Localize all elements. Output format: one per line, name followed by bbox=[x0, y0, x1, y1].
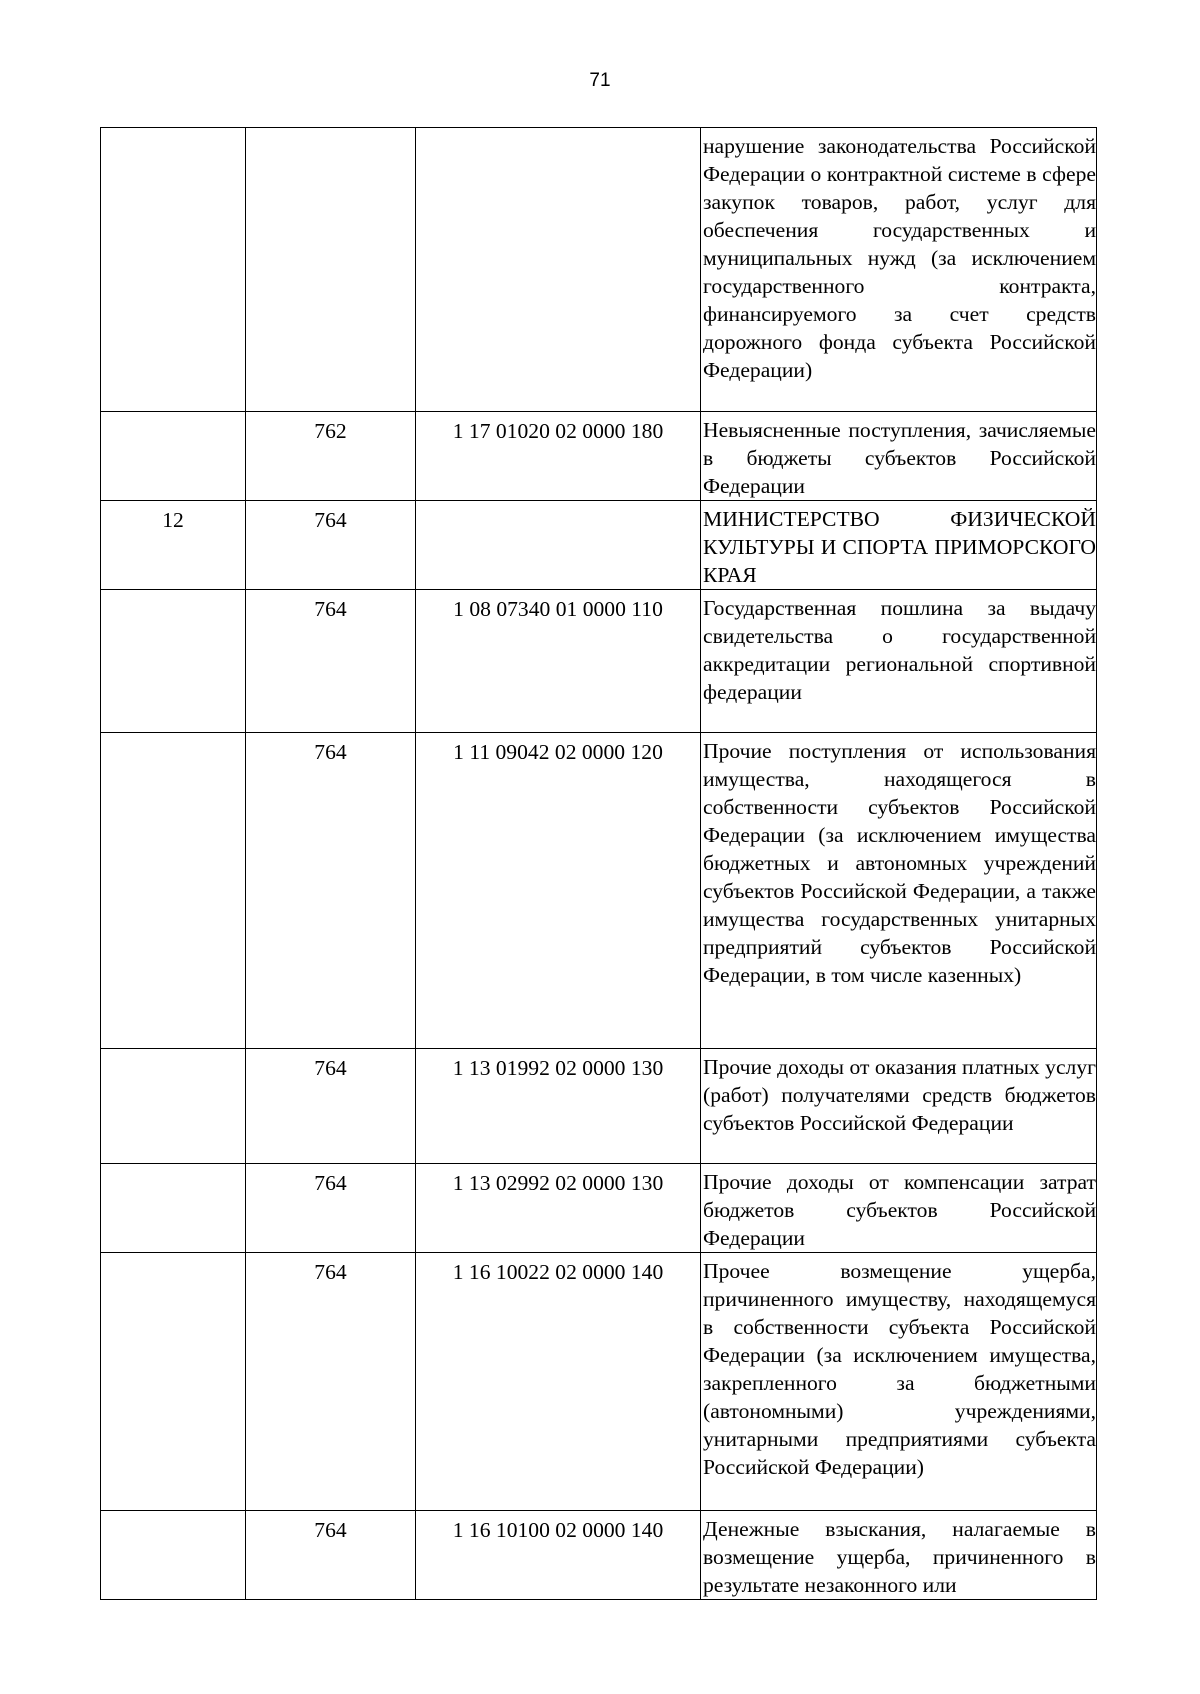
table-row bbox=[101, 501, 1097, 590]
budget-revenue-table bbox=[100, 127, 1097, 1600]
description-cell: нарушение законодательства Российской Федерации о контрактной системе в сфере закупок товаров, работ, услуг для обеспечения государственных и муниципальных нужд (за исключением государственного контракта, финансируемого за счет средств дорожного фонда субъекта Российской Федерации) bbox=[701, 128, 1097, 412]
admin-code-cell: 764 bbox=[246, 501, 416, 590]
description-cell: Прочие доходы от оказания платных услуг (работ) получателями средств бюджетов субъектов Российской Федерации bbox=[701, 1049, 1097, 1164]
revenue-code-cell bbox=[416, 128, 701, 412]
admin-code-cell: 764 bbox=[246, 1164, 416, 1253]
description-cell: Прочие доходы от компенсации затрат бюджетов субъектов Российской Федерации bbox=[701, 1164, 1097, 1253]
admin-code-cell: 764 bbox=[246, 590, 416, 733]
admin-code-cell: 764 bbox=[246, 733, 416, 1049]
revenue-code-cell: 1 16 10022 02 0000 140 bbox=[416, 1253, 701, 1511]
revenue-code-cell: 1 17 01020 02 0000 180 bbox=[416, 412, 701, 501]
table-row bbox=[101, 412, 1097, 501]
row-number-cell bbox=[101, 1511, 246, 1600]
admin-code-cell bbox=[246, 128, 416, 412]
row-number-cell bbox=[101, 128, 246, 412]
table-row bbox=[101, 733, 1097, 1049]
table-row bbox=[101, 1511, 1097, 1600]
row-number-cell bbox=[101, 1164, 246, 1253]
admin-code-cell: 764 bbox=[246, 1253, 416, 1511]
ministry-heading-cell: МИНИСТЕРСТВО ФИЗИЧЕСКОЙ КУЛЬТУРЫ И СПОРТА ПРИМОРСКОГО КРАЯ bbox=[701, 501, 1097, 590]
row-number-cell bbox=[101, 1253, 246, 1511]
revenue-code-cell: 1 13 02992 02 0000 130 bbox=[416, 1164, 701, 1253]
admin-code-cell: 764 bbox=[246, 1511, 416, 1600]
revenue-code-cell: 1 08 07340 01 0000 110 bbox=[416, 590, 701, 733]
description-cell: Государственная пошлина за выдачу свидетельства о государственной аккредитации региональной спортивной федерации bbox=[701, 590, 1097, 733]
row-number-cell bbox=[101, 412, 246, 501]
table-row bbox=[101, 1253, 1097, 1511]
description-cell: Невыясненные поступления, зачисляемые в бюджеты субъектов Российской Федерации bbox=[701, 412, 1097, 501]
admin-code-cell: 762 bbox=[246, 412, 416, 501]
description-cell: Прочие поступления от использования имущества, находящегося в собственности субъектов Российской Федерации (за исключением имущества бюджетных и автономных учреждений субъектов Российской Федерации, а также имущества государственных унитарных предприятий субъектов Российской Федерации, в том числе казенных) bbox=[701, 733, 1097, 1049]
page-number: 71 bbox=[589, 70, 611, 91]
table-row bbox=[101, 590, 1097, 733]
table-row bbox=[101, 1049, 1097, 1164]
revenue-code-cell: 1 11 09042 02 0000 120 bbox=[416, 733, 701, 1049]
table-row bbox=[101, 128, 1097, 412]
revenue-code-cell bbox=[416, 501, 701, 590]
row-number-cell bbox=[101, 590, 246, 733]
row-number-cell bbox=[101, 733, 246, 1049]
row-number-cell bbox=[101, 1049, 246, 1164]
revenue-code-cell: 1 16 10100 02 0000 140 bbox=[416, 1511, 701, 1600]
row-number-cell: 12 bbox=[101, 501, 246, 590]
description-cell: Денежные взыскания, налагаемые в возмещение ущерба, причиненного в результате незаконного или bbox=[701, 1511, 1097, 1600]
table-row bbox=[101, 1164, 1097, 1253]
revenue-code-cell: 1 13 01992 02 0000 130 bbox=[416, 1049, 701, 1164]
description-cell: Прочее возмещение ущерба, причиненного имуществу, находящемуся в собственности субъекта Российской Федерации (за исключением имущества, закрепленного за бюджетными (автономными) учреждениями, унитарными предприятиями субъекта Российской Федерации) bbox=[701, 1253, 1097, 1511]
admin-code-cell: 764 bbox=[246, 1049, 416, 1164]
